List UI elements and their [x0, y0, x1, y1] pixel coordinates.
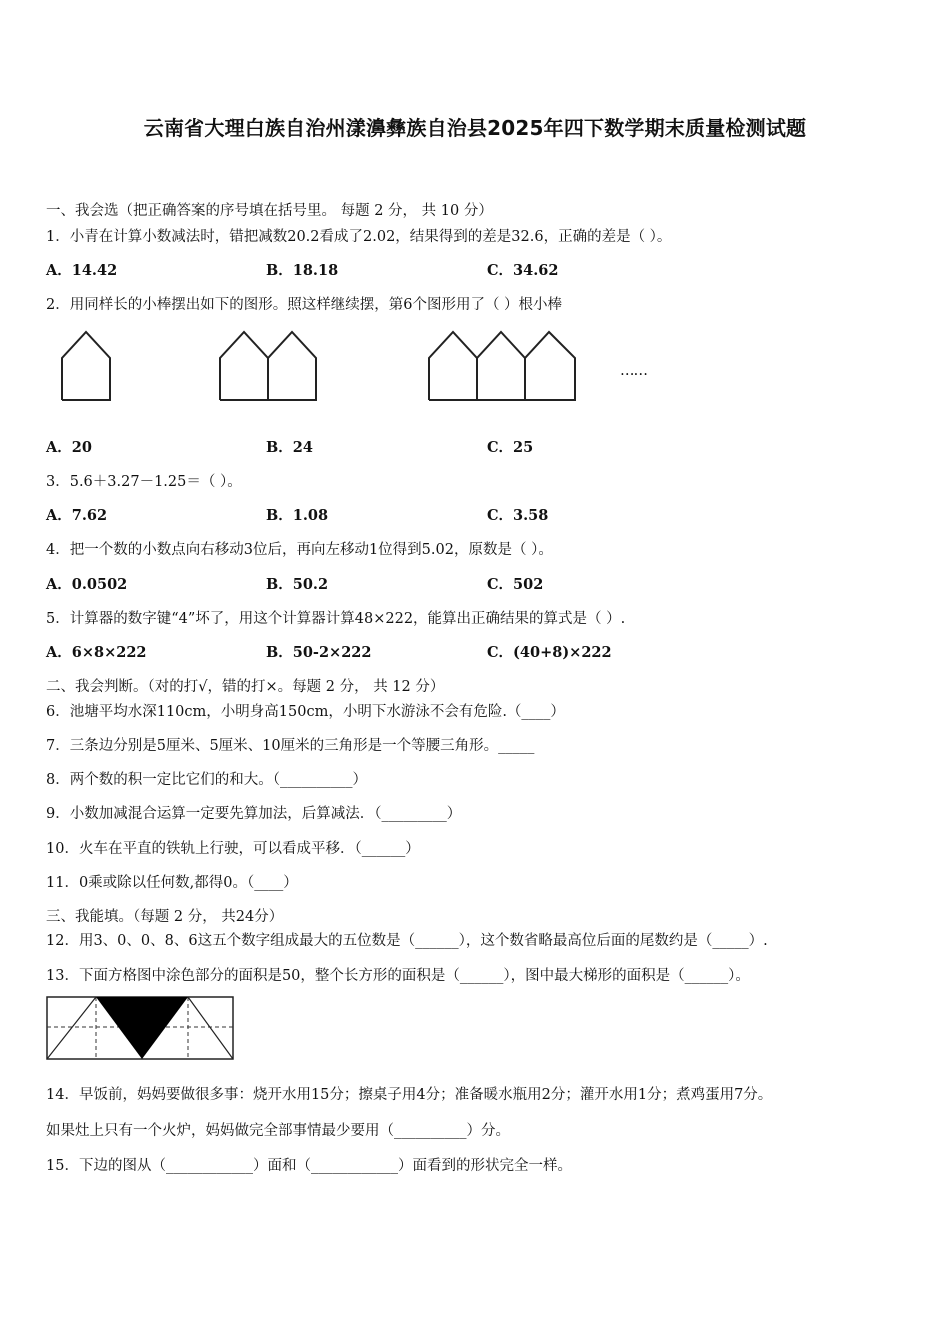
- question-2-option-c[interactable]: C．25: [487, 439, 534, 456]
- question-7-text: 7．三条边分别是5厘米、5厘米、10厘米的三角形是一个等腰三角形。_____: [46, 738, 535, 754]
- question-1-text: 1．小青在计算小数减法时，错把减数20.2看成了2.02，结果得到的差是32.6，正确的差是（ ）。: [46, 229, 672, 245]
- question-10-text: 10．火车在平直的铁轨上行驶，可以看成平移．（______）: [46, 841, 420, 857]
- question-13-text: 13．下面方格图中涂色部分的面积是50，整个长方形的面积是（______），图中最大梯形的面积是（______）。: [46, 968, 750, 984]
- question-3-option-c[interactable]: C．3.58: [487, 507, 549, 524]
- question-1-option-b[interactable]: B．18.18: [266, 262, 339, 279]
- house-figure-2: [218, 330, 324, 402]
- question-8-text: 8．两个数的积一定比它们的和大。（__________）: [46, 772, 367, 788]
- page-title: 云南省大理白族自治州漾濞彝族自治县2025年四下数学期末质量检测试题: [143, 116, 807, 140]
- question-11-text: 11．0乘或除以任何数,都得0。（____）: [46, 875, 298, 891]
- question-6-text: 6．池塘平均水深110cm，小明身高150cm，小明下水游泳不会有危险.（____）: [46, 704, 565, 720]
- question-9-text: 9．小数加减混合运算一定要先算加法，后算减法．（_________）: [46, 806, 462, 822]
- question-14-continuation: 如果灶上只有一个火炉，妈妈做完全部事情最少要用（__________）分。: [46, 1123, 510, 1139]
- grid-shaded-figure: [46, 996, 234, 1060]
- section-2-heading: 二、我会判断。（对的打√，错的打×。每题 2 分， 共 12 分）: [46, 679, 445, 695]
- question-3-option-a[interactable]: A．7.62: [46, 507, 108, 524]
- question-5-option-b[interactable]: B．50-2×222: [266, 644, 372, 661]
- question-2-text: 2．用同样长的小棒摆出如下的图形。照这样继续摆，第6个图形用了（ ）根小棒: [46, 297, 563, 313]
- question-3-text: 3．5.6＋3.27－1.25＝（ ）。: [46, 474, 242, 490]
- question-2-option-a[interactable]: A．20: [46, 439, 92, 456]
- question-1-option-a[interactable]: A．14.42: [46, 262, 118, 279]
- question-4-option-b[interactable]: B．50.2: [266, 576, 329, 593]
- question-1-option-c[interactable]: C．34.62: [487, 262, 559, 279]
- question-2-option-b[interactable]: B．24: [266, 439, 313, 456]
- question-15-text: 15．下边的图从（____________）面和（____________）面看到的形状完全一样。: [46, 1158, 572, 1174]
- house-figure-3: [427, 330, 583, 402]
- house-figure-1: [60, 330, 114, 402]
- question-4-option-a[interactable]: A．0.0502: [46, 576, 128, 593]
- section-3-heading: 三、我能填。（每题 2 分， 共24分）: [46, 909, 284, 925]
- question-5-option-c[interactable]: C．(40+8)×222: [487, 644, 612, 661]
- question-12-text: 12．用3、0、0、8、6这五个数字组成最大的五位数是（______），这个数省略最高位后面的尾数约是（_____）.: [46, 933, 768, 949]
- question-4-option-c[interactable]: C．502: [487, 576, 544, 593]
- question-14-text: 14．早饭前，妈妈要做很多事：烧开水用15分；擦桌子用4分；准备暖水瓶用2分；灌开水用1分；煮鸡蛋用7分。: [46, 1087, 773, 1103]
- question-3-option-b[interactable]: B．1.08: [266, 507, 329, 524]
- question-5-text: 5．计算器的数字键“4”坏了，用这个计算器计算48×222，能算出正确结果的算式是（ ）.: [46, 611, 626, 627]
- question-5-option-a[interactable]: A．6×8×222: [46, 644, 147, 661]
- sequence-ellipsis: ……: [620, 363, 647, 379]
- section-1-heading: 一、我会选（把正确答案的序号填在括号里。 每题 2 分， 共 10 分）: [46, 203, 493, 219]
- question-4-text: 4．把一个数的小数点向右移动3位后，再向左移动1位得到5.02，原数是（ ）。: [46, 542, 553, 558]
